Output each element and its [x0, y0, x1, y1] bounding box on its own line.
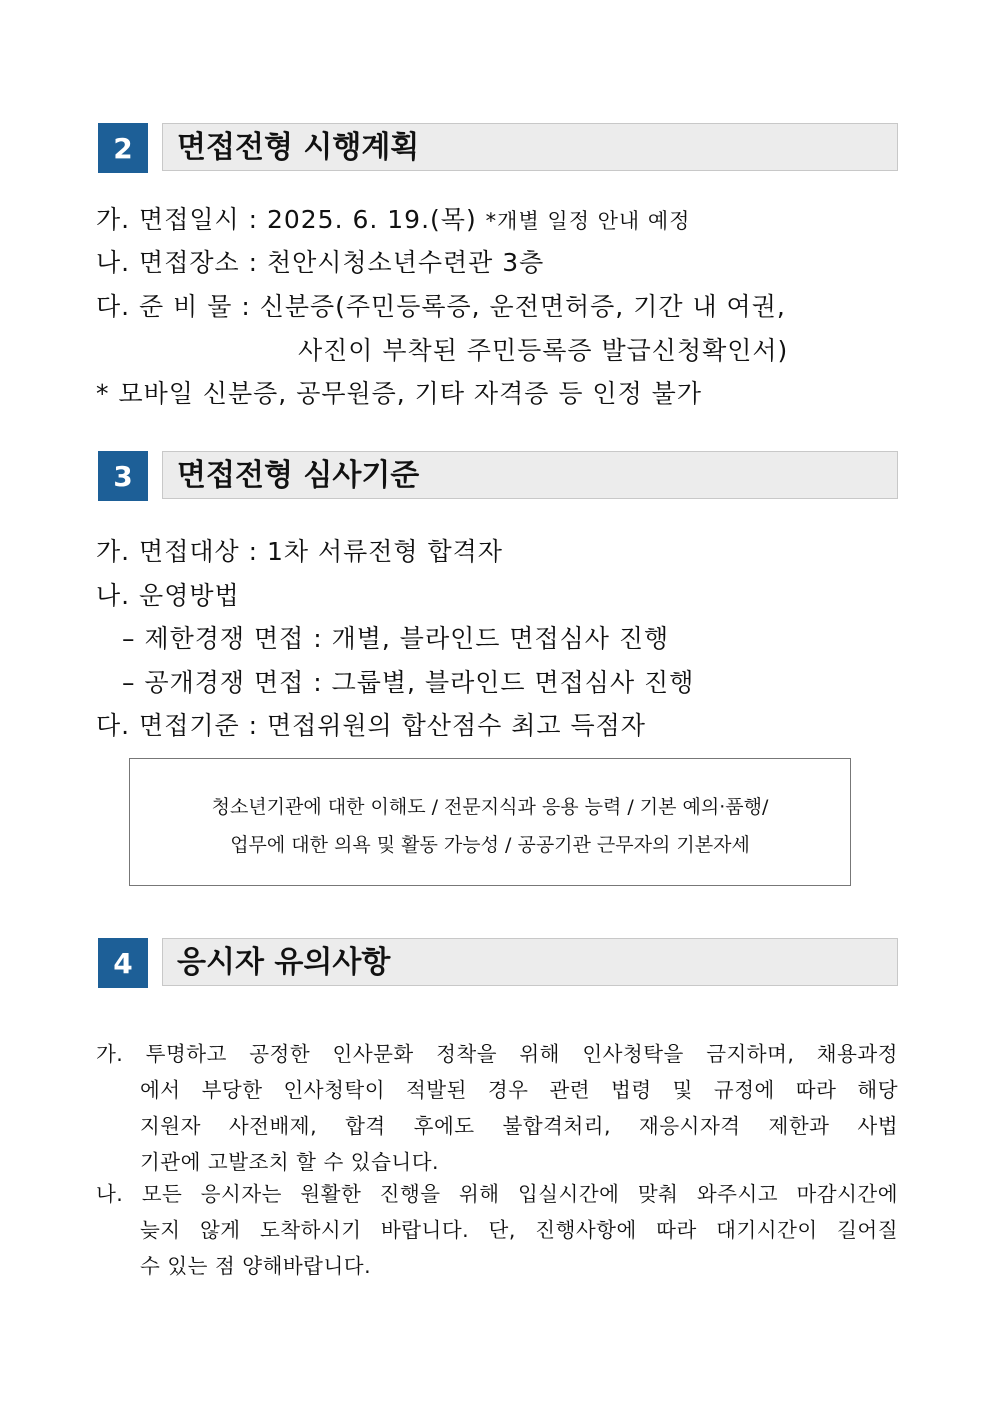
id-notice: * 모바일 신분증, 공무원증, 기타 자격증 등 인정 불가 — [96, 379, 702, 408]
notice-1-line-4: 기관에 고발조치 할 수 있습니다. — [140, 1150, 440, 1174]
interview-criteria: 다. 면접기준 : 면접위원의 합산점수 최고 득점자 — [96, 711, 646, 740]
notice-2-line-3: 수 있는 점 양해바랍니다. — [140, 1254, 372, 1278]
interview-target: 가. 면접대상 : 1차 서류전형 합격자 — [96, 537, 503, 566]
section-4-number: 4 — [98, 938, 148, 988]
required-items-cont: 사진이 부착된 주민등록증 발급신청확인서) — [298, 336, 789, 365]
operation-method: 나. 운영방법 — [96, 581, 240, 610]
required-items: 다. 준 비 물 : 신분증(주민등록증, 운전면허증, 기간 내 여권, — [96, 292, 786, 321]
section-4-header — [98, 938, 898, 988]
notice-1-line-3: 지원자 사전배제, 합격 후에도 불합격처리, 재응시자격 제한과 사법 — [140, 1114, 898, 1138]
criteria-box — [129, 758, 851, 886]
interview-place: 나. 면접장소 : 천안시청소년수련관 3층 — [96, 248, 545, 277]
notice-1-line-2: 에서 부당한 인사청탁이 적발된 경우 관련 법령 및 규정에 따라 해당 — [140, 1078, 898, 1102]
section-3-number: 3 — [98, 451, 148, 501]
criteria-line-2: 업무에 대한 의욕 및 활동 가능성 / 공공기관 근무자의 기본자세 — [230, 834, 750, 856]
section-3-title: 면접전형 심사기준 — [162, 451, 898, 499]
notice-1-line-1: 가. 투명하고 공정한 인사문화 정착을 위해 인사청탁을 금지하며, 채용과정 — [96, 1042, 898, 1066]
interview-date-line — [96, 205, 690, 236]
section-3-header — [98, 451, 898, 501]
section-2-title: 면접전형 시행계획 — [162, 123, 898, 171]
section-2-number: 2 — [98, 123, 148, 173]
section-2-header — [98, 123, 898, 173]
notice-2-line-1: 나. 모든 응시자는 원활한 진행을 위해 입실시간에 맞춰 와주시고 마감시간에 — [96, 1182, 898, 1206]
interview-date: 가. 면접일시 : 2025. 6. 19.(목) — [96, 205, 477, 234]
open-interview: – 공개경쟁 면접 : 그룹별, 블라인드 면접심사 진행 — [122, 668, 695, 697]
criteria-line-1: 청소년기관에 대한 이해도 / 전문지식과 응용 능력 / 기본 예의·품행/ — [211, 796, 769, 818]
section-4-title: 응시자 유의사항 — [162, 938, 898, 986]
interview-date-note: *개별 일정 안내 예정 — [485, 209, 691, 233]
restricted-interview: – 제한경쟁 면접 : 개별, 블라인드 면접심사 진행 — [122, 624, 670, 653]
notice-2-line-2: 늦지 않게 도착하시기 바랍니다. 단, 진행사항에 따라 대기시간이 길어질 — [140, 1218, 898, 1242]
